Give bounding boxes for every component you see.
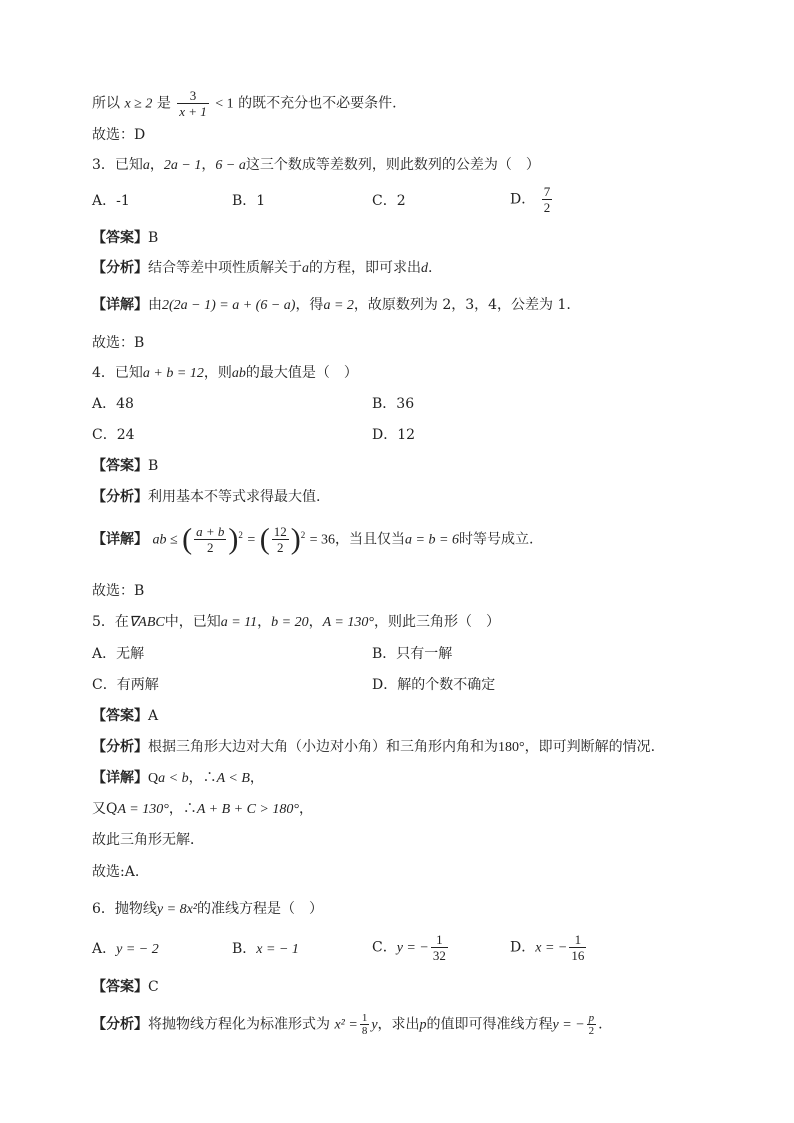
analysis-tag: 【分析】 [92, 489, 148, 505]
math-expr: 6 − a [215, 158, 246, 173]
fraction-numerator: 7 [543, 184, 551, 199]
text: 由 [148, 297, 162, 313]
question-3-stem [92, 156, 540, 175]
fraction [587, 1012, 597, 1037]
fraction-denominator: 2 [206, 540, 214, 555]
fraction-numerator: 1 [431, 932, 448, 948]
fraction-numerator: 1 [361, 1012, 368, 1024]
option-a: A．-1 [92, 193, 130, 209]
fraction-denominator: 16 [571, 948, 585, 963]
math-expr: b = 20 [271, 615, 309, 630]
analysis-line [92, 738, 655, 757]
math-expr: A = 130° [117, 802, 169, 817]
math-expr: = 36 [309, 532, 336, 548]
analysis-tag: 【分析】 [92, 260, 148, 276]
text: 根据三角形大边对大角（小边对小角）和三角形内角和为 [148, 739, 498, 755]
answer-line [92, 457, 158, 475]
option-d [510, 932, 588, 963]
option-b: B．36 [372, 396, 415, 412]
math-expr: ∇ABC [128, 615, 165, 630]
answer-tag: 【答案】 [92, 458, 148, 474]
option-a [92, 940, 159, 959]
option-d: D．解的个数不确定 [372, 677, 496, 693]
answer-value: A [148, 708, 159, 724]
answer-tag: 【答案】 [92, 979, 148, 995]
fraction-numerator: p [588, 1012, 595, 1024]
fraction-numerator: 1 [569, 932, 586, 948]
line-conclusion [92, 88, 397, 119]
fraction-denominator: 32 [432, 948, 446, 963]
math-expr: a [142, 158, 150, 173]
text: ， [249, 770, 264, 786]
analysis-line [92, 488, 320, 506]
text: 3．已知 [92, 157, 143, 173]
math-expr: y = 8x² [156, 902, 197, 917]
text: 的既不充分也不必要条件. [238, 95, 397, 112]
text: ，故原数列为 2，3，4，公差为 1. [353, 297, 571, 313]
text: 利用基本不等式求得最大值. [148, 489, 321, 505]
detail-tag: 【详解】 [92, 770, 148, 786]
option-a: A．无解 [92, 646, 145, 662]
text: 的值即可得准线方程 [426, 1016, 553, 1033]
math-expr: ab ≤ [152, 532, 178, 548]
answer-line [92, 707, 158, 725]
math-expr: a + b = 12 [142, 366, 204, 381]
answer-value: C [148, 979, 159, 995]
math-expr: x = − [535, 940, 568, 956]
option-label: A． [92, 941, 117, 957]
option-c: C．24 [92, 427, 135, 443]
fraction [194, 524, 226, 555]
paren: ( [182, 522, 193, 556]
answer-tag: 【答案】 [92, 230, 148, 246]
choose-line: 故选：B [92, 335, 145, 351]
analysis-tag: 【分析】 [92, 739, 148, 755]
math-expr: a = 11 [220, 615, 258, 630]
text: 的准线方程是（ ） [197, 901, 323, 917]
math-expr: = [247, 532, 256, 548]
choose-line: 故选：B [92, 583, 145, 599]
text: 中，已知 [164, 614, 221, 630]
fraction [272, 524, 289, 555]
math-expr: x = − 1 [256, 942, 299, 957]
text: Q [148, 771, 159, 786]
fraction-denominator: 8 [361, 1025, 368, 1037]
fraction [431, 932, 448, 963]
superscript: 2 [300, 529, 306, 540]
option-b [232, 940, 299, 959]
paren: ) [228, 522, 239, 556]
analysis-tag: 【分析】 [92, 1016, 148, 1033]
math-expr: ab [231, 366, 246, 381]
choose-line: 故选：D [92, 127, 146, 143]
math-expr: a < b [158, 771, 189, 786]
fraction-numerator: a + b [196, 524, 225, 539]
fraction-numerator: 3 [177, 88, 209, 104]
answer-line [92, 229, 158, 247]
math-expr: a [302, 261, 309, 276]
math-expr: 180° [498, 740, 525, 755]
fraction-denominator: 2 [588, 1025, 595, 1037]
answer-value: B [148, 458, 159, 474]
fraction [177, 88, 209, 119]
text: 的最大值是（ ） [245, 365, 358, 381]
text: ， [149, 157, 164, 173]
text: ，∴ [188, 770, 217, 786]
fraction-denominator: 2 [543, 200, 551, 215]
text: ，得 [295, 297, 324, 313]
text: . [428, 260, 433, 276]
text: ，求出 [377, 1016, 420, 1033]
option-a: A．48 [92, 396, 134, 412]
answer-value: B [148, 230, 159, 246]
text: ， [298, 801, 313, 817]
math-expr: A + B + C > 180° [196, 802, 299, 817]
detail-tag: 【详解】 [92, 531, 148, 548]
question-5-stem: 5．在∇ABC中，已知a = 11，b = 20，A = 130°，则此三角形（ ） [92, 614, 500, 630]
option-c: C．2 [372, 193, 406, 209]
text: 所以 [92, 95, 120, 112]
superscript: 2 [238, 529, 243, 540]
detail-line [92, 296, 571, 315]
math-expr: A < B [216, 771, 250, 786]
option-label: C． [372, 939, 397, 956]
text: ，即可判断解的情况. [524, 739, 656, 755]
option-c: C．有两解 [92, 677, 159, 693]
math-expr: < 1 [215, 96, 234, 112]
text: ，∴ [168, 801, 197, 817]
text: 4．已知 [92, 365, 143, 381]
math-expr: 2(2a − 1) = a + (6 − a) [162, 298, 296, 313]
option-d [510, 184, 554, 215]
fraction [569, 932, 586, 963]
math-expr: 2a − 1 [163, 158, 202, 173]
text: 6．抛物线 [92, 901, 157, 917]
text: ， [201, 157, 216, 173]
math-expr: A = 130° [322, 615, 374, 630]
question-6-stem [92, 900, 323, 919]
math-expr: x ≥ 2 [124, 96, 153, 112]
text: 将抛物线方程化为标准形式为 [148, 1016, 330, 1033]
answer-line [92, 978, 159, 996]
paren: ( [259, 522, 270, 556]
fraction [542, 184, 553, 215]
fraction-numerator: 12 [273, 524, 287, 539]
math-expr: y = − 2 [116, 942, 159, 957]
text: 是 [156, 95, 171, 112]
fraction [360, 1012, 370, 1037]
text: ，则 [203, 365, 232, 381]
option-b: B．1 [232, 193, 266, 209]
math-expr: x² = [334, 1017, 358, 1033]
answer-tag: 【答案】 [92, 708, 148, 724]
question-4-stem [92, 364, 358, 383]
math-expr: y = − [396, 940, 429, 956]
fraction-denominator: x + 1 [179, 104, 207, 119]
option-c [372, 932, 450, 963]
text: 时等号成立. [458, 531, 534, 548]
text: ，当且仅当 [335, 531, 406, 548]
analysis-line [92, 1012, 603, 1037]
fraction-denominator: 2 [276, 540, 284, 555]
text: ，则此三角形（ ） [373, 614, 500, 630]
option-d: D．12 [372, 427, 416, 443]
detail-line [92, 769, 264, 788]
detail-line [92, 524, 533, 555]
option-label: B． [232, 941, 257, 957]
text: 又Q [92, 801, 118, 817]
option-label: D． [510, 939, 536, 956]
detail-line-3: 故此三角形无解． [92, 832, 204, 848]
math-expr: y = − [552, 1017, 585, 1033]
analysis-line [92, 259, 432, 278]
text: . [598, 1016, 603, 1033]
option-b: B．只有一解 [372, 646, 453, 662]
math-expr: d [421, 261, 428, 276]
text: 5．在 [92, 614, 129, 630]
detail-tag: 【详解】 [92, 297, 148, 313]
math-expr: p [419, 1017, 427, 1033]
detail-line-2 [92, 800, 313, 819]
paren: ) [290, 522, 301, 556]
option-label: D． [510, 191, 536, 208]
text: 这三个数成等差数列，则此数列的公差为（ ） [245, 157, 540, 173]
text: 结合等差中项性质解关于 [148, 260, 302, 276]
choose-line: 故选:A. [92, 864, 140, 880]
text: 的方程，即可求出 [309, 260, 421, 276]
math-expr: a = 2 [323, 298, 354, 313]
math-expr: y [371, 1017, 378, 1033]
math-expr: a = b = 6 [405, 532, 459, 548]
